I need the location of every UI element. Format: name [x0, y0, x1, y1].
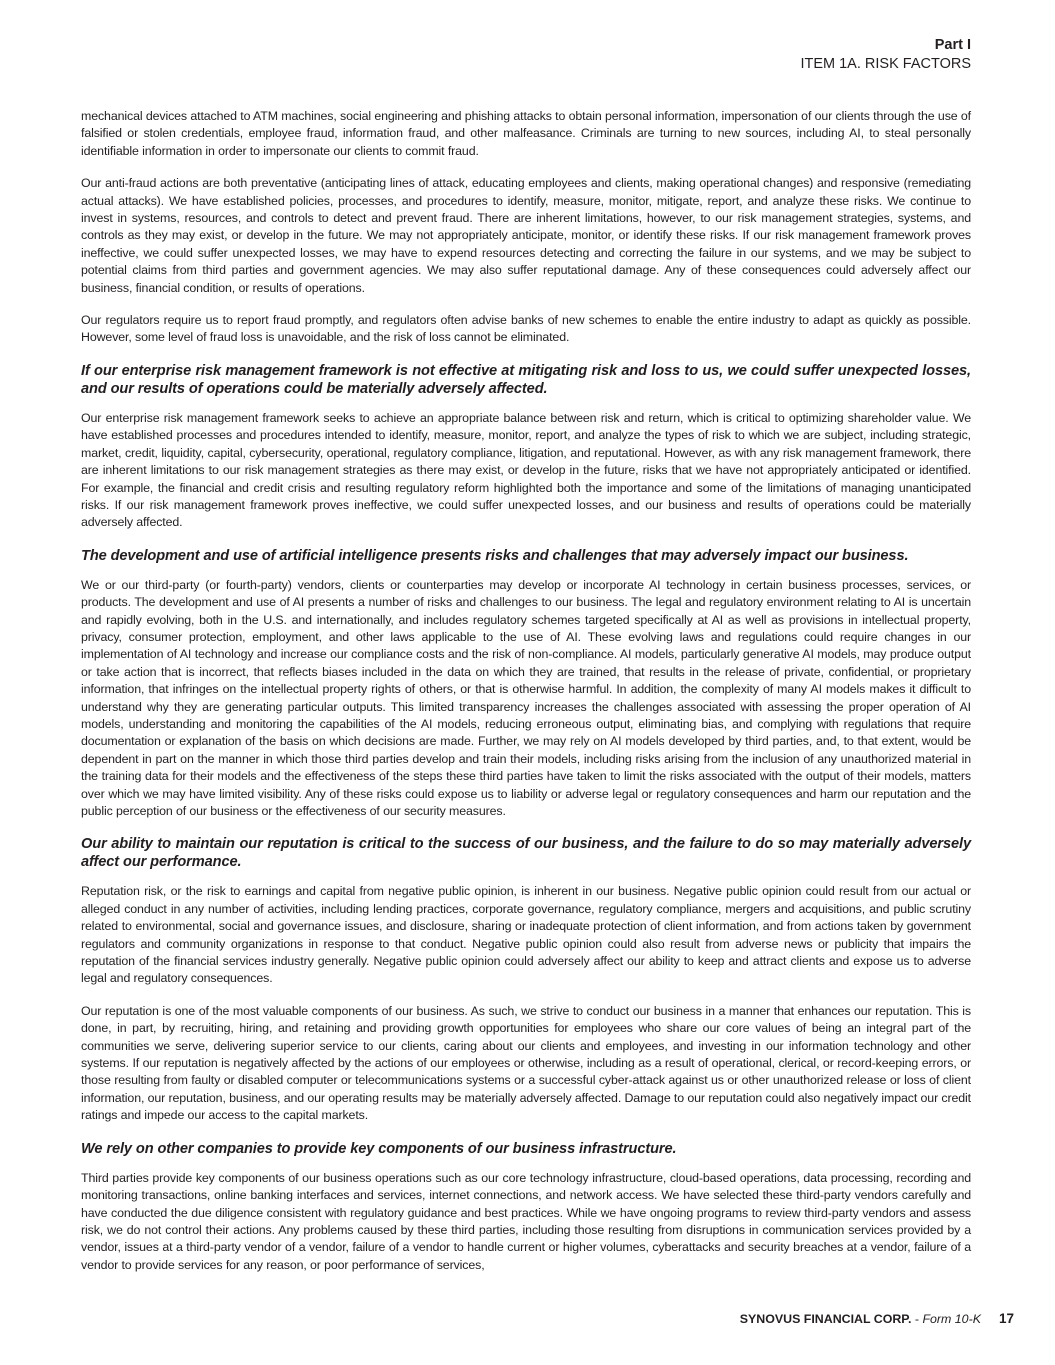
page-footer: [740, 1311, 1014, 1327]
paragraph-reputation-risk: Reputation risk, or the risk to earnings and capital from negative public opinion, is inherent in our business. Negative public opinion could result from our actual or alleged conduct in any number of activities, including lending practices, corporate governance, regulatory compliance, mergers and acquisitions, and public scrutiny related to environmental, social and governance issues, and disclosure, sharing or inadequate protection of client information, and from actions taken by government regulators and community organizations in response to that conduct. Negative public opinion could also result from adverse news or publicity that impairs the reputation of the financial services industry generally. Negative public opinion could adversely affect our ability to keep and attract clients and expose us to adverse legal and regulatory consequences.: [81, 884, 971, 986]
heading-reputation: Our ability to maintain our reputation is critical to the success of our business, and the failure to do so may materially adversely affect our performance.: [81, 836, 971, 871]
footer-separator: -: [911, 1312, 923, 1326]
paragraph-reputation-value: Our reputation is one of the most valuable components of our business. As such, we strive to conduct our business in a manner that enhances our reputation. This is done, in part, by recruiting, hiring, and retaining and providing growth opportunities for employees who share our core values of being an integral part of the communities we serve, delivering superior service to our clients, caring about our clients and employees, and investing in our information technology and other systems. If our reputation is negatively affected by the actions of our employees or otherwise, including as a result of operational, clerical, or record-keeping errors, or those resulting from faulty or disabled computer or telecommunications systems or a successful cyber-attack against us or other unauthorized release or loss of client information, our reputation, business, and our operating results may be materially adversely affected. Damage to our reputation could also negatively impact our credit ratings and impede our access to the capital markets.: [81, 1003, 971, 1123]
section-label: ITEM 1A. RISK FACTORS: [800, 56, 971, 72]
company-name: SYNOVUS FINANCIAL CORP.: [739, 1312, 912, 1326]
form-label: Form 10-K: [922, 1312, 981, 1326]
page-header: [800, 36, 971, 74]
document-body: [81, 108, 971, 1289]
heading-artificial-intelligence: The development and use of artificial intelligence presents risks and challenges that may adversely impact our business.: [81, 547, 909, 564]
heading-third-parties: We rely on other companies to provide key components of our business infrastructure.: [81, 1140, 677, 1157]
paragraph-third-parties: Third parties provide key components of our business operations such as our core technology infrastructure, cloud-based operations, data processing, recording and monitoring transactions, online banking interfaces and services, internet connections, and network access. We have selected these third-party vendors carefully and have conducted the due diligence consistent with regulatory guidance and best practices. While we have ongoing programs to review third-party vendors and assess risk, we do not control their actions. Any problems caused by these third parties, including those resulting from disruptions in communication services provided by a vendor, issues at a third-party vendor of a vendor, failure of a vendor to handle current or higher volumes, cyberattacks and security breaches at a vendor, failure of a vendor to provide services for any reason, or poor performance of services,: [81, 1170, 971, 1272]
paragraph-fraud-methods: mechanical devices attached to ATM machines, social engineering and phishing attacks to obtain personal information, impersonation of our clients through the use of falsified or stolen credentials, employee fraud, information fraud, and other malfeasance. Criminals are turning to new sources, including AI, to steal personally identifiable information in order to impersonate our clients to commit fraud.: [81, 109, 971, 158]
paragraph-anti-fraud-actions: Our anti-fraud actions are both preventative (anticipating lines of attack, educating employees and clients, making operational changes) and responsive (remediating actual attacks). We have established policies, processes, and procedures to identify, measure, monitor, mitigate, report, and analyze these risks. We continue to invest in systems, resources, and controls to detect and prevent fraud. There are inherent limitations, however, to our risk management strategies, systems, and controls as they may exist, or develop in the future. We may not appropriately anticipate, monitor, or identify these risks. If our risk management framework proves ineffective, we could suffer unexpected losses, we may have to expend resources detecting and correcting the failure in our systems, and we may be subject to potential claims from third parties and government agencies. We may also suffer reputational damage. Any of these consequences could adversely affect our business, financial condition, or results of operations.: [81, 176, 971, 295]
part-label: Part I: [934, 37, 971, 53]
page-number: 17: [998, 1311, 1014, 1326]
paragraph-artificial-intelligence: We or our third-party (or fourth-party) vendors, clients or counterparties may develop or incorporate AI technology in certain business processes, services, or products. The development and use of AI presents a number of risks and challenges to our business. The legal and regulatory environment relating to AI is uncertain and rapidly evolving, both in the U.S. and internationally, and includes regulatory schemes targeted specifically at AI as well as provisions in intellectual property, privacy, consumer protection, employment, and other laws applicable to the use of AI. These evolving laws and regulations could require changes in our implementation of AI technology and increase our compliance costs and the risk of non-compliance. AI models, particularly generative AI models, may produce output or take action that is incorrect, that reflects biases included in the data on which they are trained, that results in the release of private, confidential, or proprietary information, that infringes on the intellectual property rights of others, or that is otherwise harmful. In addition, the complexity of many AI models makes it difficult to understand why they are generating particular outputs. This limited transparency increases the challenges associated with assessing the proper operation of AI models, understanding and monitoring the capabilities of the AI models, reducing erroneous output, eliminating bias, and complying with regulations that require documentation or explanation of the basis on which decisions are made. Further, we may rely on AI models developed by third parties, and, to that extent, would be dependent in part on the manner in which those third parties develop and train their models, including risks arising from the inclusion of any unauthorized material in the training data for their models and the effectiveness of the steps these third parties have taken to limit the risks associated with the output of their models, matters over which we may have limited visibility. Any of these risks could expose us to liability or adverse legal or regulatory consequences and harm our reputation and the public perception of our business or the effectiveness of our security measures.: [81, 577, 971, 818]
paragraph-enterprise-risk: Our enterprise risk management framework seeks to achieve an appropriate balance between risk and return, which is critical to optimizing shareholder value. We have established processes and procedures intended to identify, measure, monitor, report, and analyze the types of risk to which we are subject, including strategic, market, credit, liquidity, capital, cybersecurity, operational, regulatory compliance, litigation, and reputational. However, as with any risk management framework, there are inherent limitations to our risk management strategies as there may exist, or develop in the future, risks that we have not appropriately anticipated or identified. For example, the financial and credit crisis and resulting regulatory reform highlighted both the importance and some of the limitations of managing unanticipated risks. If our risk management framework proves ineffective, we could suffer unexpected losses, and our business and results of operations could be materially adversely affected.: [81, 410, 971, 530]
heading-enterprise-risk: If our enterprise risk management framework is not effective at mitigating risk and loss to us, we could suffer unexpected losses, and our results of operations could be materially adversely affected.: [81, 362, 971, 397]
paragraph-regulators-fraud: Our regulators require us to report fraud promptly, and regulators often advise banks of new schemes to enable the entire industry to adapt as quickly as possible. However, some level of fraud loss is unavoidable, and the risk of loss cannot be eliminated.: [81, 313, 971, 345]
